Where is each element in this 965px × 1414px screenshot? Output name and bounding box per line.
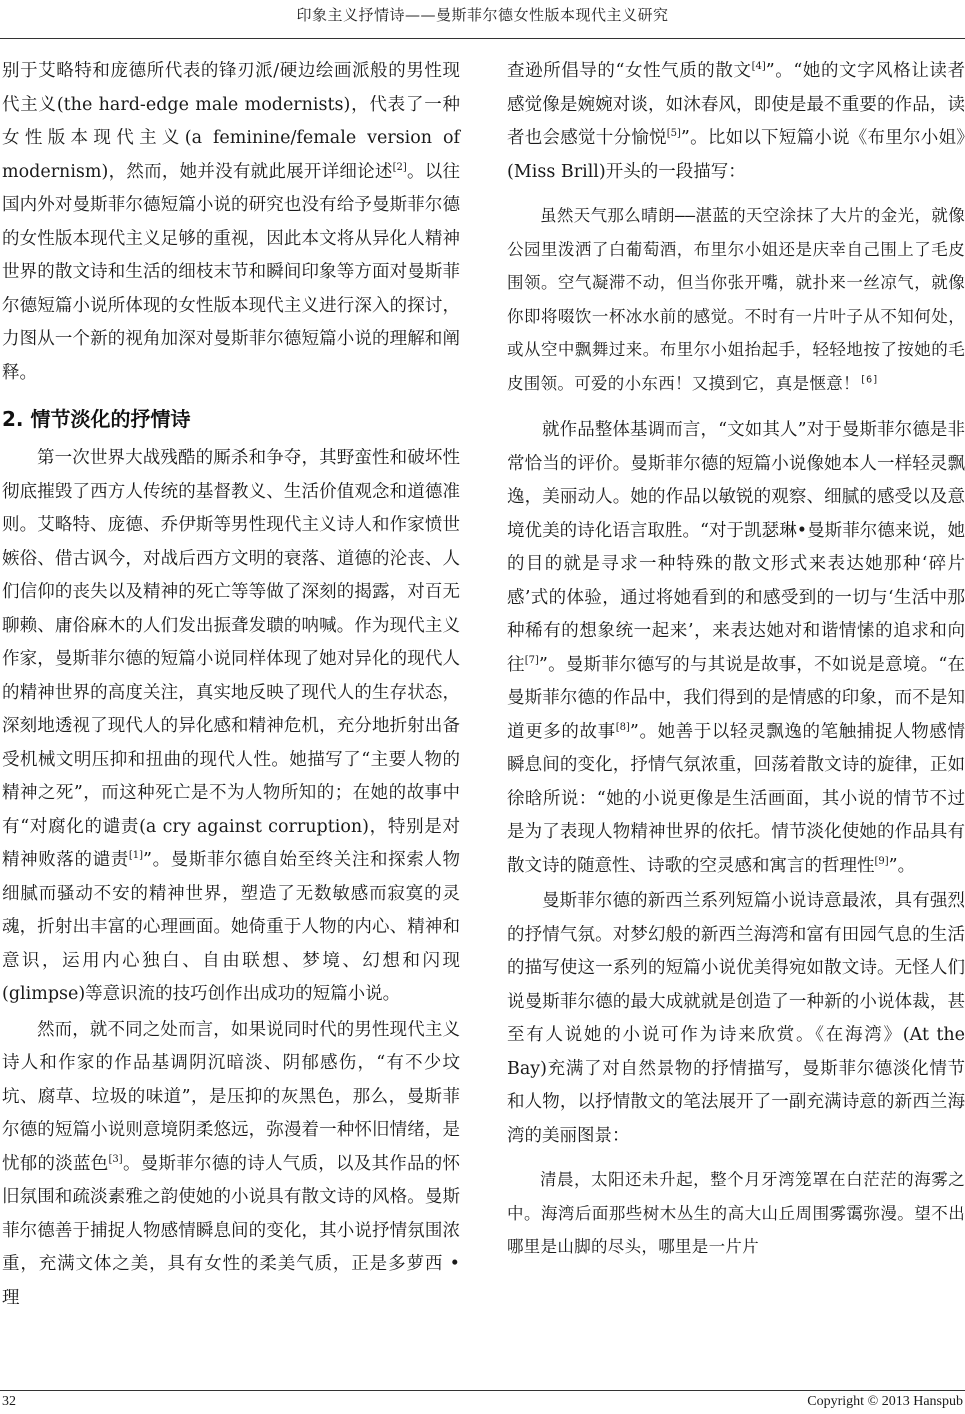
paragraph: 曼斯菲尔德的新西兰系列短篇小说诗意最浓，具有强烈的抒情气氛。对梦幻般的新西兰海湾和富有田园气息的生活的描写使这一系列的短篇小说优美得宛如散文诗。无怪人们说曼斯菲尔德的最大成就就是创造了一种新的小说体裁，甚至有人说她的小说可作为诗来欣赏。《在海湾》(At the Bay)充满了对自然景物的抒情描写，曼斯菲尔德淡化情节和人物，以抒情散文的笔法展开了一副充满诗意的新西兰海湾的美丽图景： [507,891,965,1146]
text: 就作品整体基调而言，“文如其人”对于曼斯菲尔德是非常恰当的评价。曼斯菲尔德的短篇小说像她本人一样轻灵飘逸，美丽动人。她的作品以敏锐的观察、细腻的感受以及意境优美的诗化语言取胜。“对于凯瑟琳•曼斯菲尔德来说，她的目的就是寻求一种特殊的散文形式来表达她那种‘碎片感’式的体验，通过将她看到的和感受到的一切与‘生活中那种稀有的想象统一起来’，来表达她对和谐情愫的追求和向往 [507,420,965,675]
paragraph-continued [507,55,965,189]
text: ”。“她的文字风格让读者感觉像是婉婉对谈，如沐春风，即使是最不重要的作品，读者也会感觉十分愉悦 [507,61,965,148]
text: 查逊所倡导的“女性气质的散文 [507,61,752,81]
citation: [2] [392,161,407,173]
block-quote [507,199,965,400]
citation: [9] [874,855,889,867]
running-header: 印象主义抒情诗——曼斯菲尔德女性版本现代主义研究 [296,6,669,24]
section-heading: 2. 情节淡化的抒情诗 [2,407,191,431]
citation: [4] [751,61,766,73]
citation: [5] [666,128,681,140]
text: ”。比如以下短篇小说《布里尔小姐》(Miss Brill)开头的一段描写： [507,128,965,182]
text: ”。她善于以轻灵飘逸的笔触捕捉人物感情瞬息间的变化，抒情气氛浓重，回荡着散文诗的旋律，正如徐晗所说：“她的小说更像是生活画面，其小说的情节不过是为了表现人物精神世界的依托。情节淡化使她的作品具有散文诗的随意性、诗歌的空灵感和寓言的哲理性 [507,721,965,876]
text: ”。 [888,855,916,876]
footer-rule [0,1390,965,1391]
text: ”。曼斯菲尔德自始至终关注和探索人物细腻而骚动不安的精神世界，塑造了无数敏感而寂寞的灵魂，折射出丰富的心理画面。她倚重于人物的内心、精神和意识，运用内心独白、自由联想、梦境、幻想和闪现(glimpse)等意识流的技巧创作出成功的短篇小说。 [2,850,460,1004]
text: 别于艾略特和庞德所代表的锋刃派/硬边绘画派般的男性现代主义(the hard-edge male modernists)，代表了一种女性版本现代主义(a feminine/female version of modernism)，然而，她并没有就此展开详细论述 [2,61,460,182]
quote-text: 虽然天气那么晴朗——湛蓝的天空涂抹了大片的金光，就像公园里泼洒了白葡萄酒，布里尔小姐还是庆幸自己围上了毛皮围领。空气凝滞不动，但当你张开嘴，就扑来一丝凉气，就像你即将啜饮一杯冰水前的感觉。不时有一片叶子从不知何处，或从空中飘舞过来。布里尔小姐抬起手，轻轻地按了按她的毛皮围领。可爱的小东西！又摸到它，真是惬意！ [507,206,965,393]
text: ”。曼斯菲尔德写的与其说是故事，不如说是意境。“在曼斯菲尔德的作品中，我们得到的是情感的印象，而不是知道更多的故事 [507,654,965,742]
page-number: 32 [2,1394,16,1409]
paragraph [2,442,460,1012]
citation: [3] [108,1153,123,1165]
paragraph [507,414,965,883]
copyright-notice: Copyright © 2013 Hanspub [807,1394,963,1409]
text: 。以往国内外对曼斯菲尔德短篇小说的研究也没有给予曼斯菲尔德的女性版本现代主义足够的重视，因此本文将从异化人精神世界的散文诗和生活的细枝末节和瞬间印象等方面对曼斯菲尔德短篇小说所体现的女性版本现代主义进行深入的探讨，力图从一个新的视角加深对曼斯菲尔德短篇小说的理解和阐释。 [2,161,460,383]
header-rule [0,38,965,39]
block-quote: 清晨，太阳还未升起，整个月牙湾笼罩在白茫茫的海雾之中。海湾后面那些树木丛生的高大山丘周围雾霭弥漫。望不出哪里是山脚的尽头，哪里是一片片 [507,1170,965,1256]
text: 第一次世界大战残酷的厮杀和争夺，其野蛮性和破坏性彻底摧毁了西方人传统的基督教义、生活价值观念和道德准则。艾略特、庞德、乔伊斯等男性现代主义诗人和作家愤世嫉俗、借古讽今，对战后西方文明的衰落、道德的沦丧、人们信仰的丧失以及精神的死亡等等做了深刻的揭露，对百无聊赖、庸俗麻木的人们发出振聋发聩的呐喊。作为现代主义作家，曼斯菲尔德的短篇小说同样体现了她对异化的现代人的精神世界的高度关注，真实地反映了现代人的生存状态，深刻地透视了现代人的异化感和精神危机，充分地折射出备受机械文明压抑和扭曲的现代人性。她描写了“主要人物的精神之死”，而这种死亡是不为人物所知的；在她的故事中有“对腐化的谴责(a cry against corruption)，特别是对精神败落的谴责 [2,448,460,870]
paragraph-intro-continued [2,55,460,390]
citation: [8] [615,721,630,733]
right-column [507,55,965,1278]
citation: [1] [128,850,144,862]
left-column [2,55,460,1315]
text: 。曼斯菲尔德的诗人气质，以及其作品的怀旧氛围和疏淡素雅之韵使她的小说具有散文诗的风格。曼斯菲尔德善于捕捉人物感情瞬息间的变化，其小说抒情氛围浓重，充满文体之美，具有女性的柔美气质，正是多萝西 • 理 [2,1153,461,1308]
citation: [6] [859,374,879,385]
citation: [7] [524,654,539,666]
paragraph [2,1014,460,1316]
text: 然而，就不同之处而言，如果说同时代的男性现代主义诗人和作家的作品基调阴沉暗淡、阴郁感伤，“有不少坟坑、腐草、垃圾的味道”，是压抑的灰黑色，那么，曼斯菲尔德的短篇小说则意境阴柔悠远，弥漫着一种怀旧情绪，是忧郁的淡蓝色 [2,1019,460,1174]
